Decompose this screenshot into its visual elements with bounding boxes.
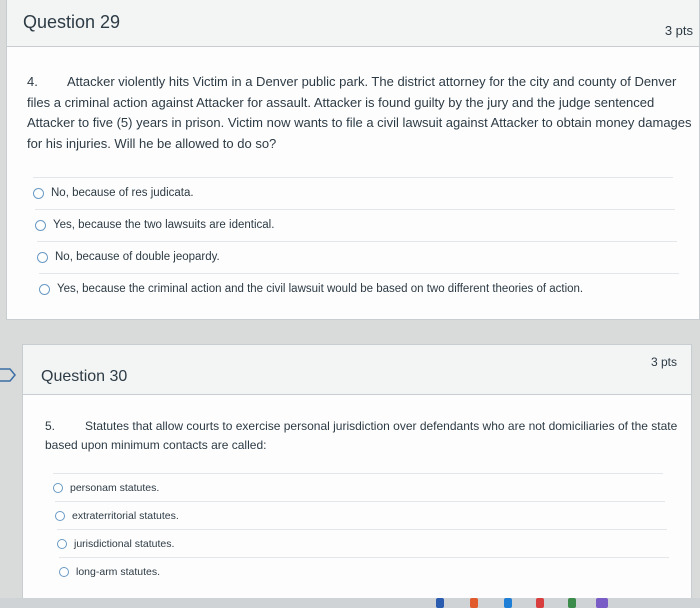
q30-answer-3-label: jurisdictional statutes.: [74, 537, 175, 550]
question-29-header: [7, 0, 699, 47]
q30-radio-1[interactable]: [53, 483, 63, 493]
q30-answer-4[interactable]: [59, 557, 669, 585]
q30-answer-4-label: long-arm statutes.: [76, 565, 161, 578]
q29-answer-2-label: Yes, because the two lawsuits are identical.: [53, 219, 275, 231]
dock-app-icon[interactable]: [536, 598, 544, 608]
q29-answer-3-label: No, because of double jeopardy.: [55, 251, 220, 263]
q29-answer-3[interactable]: [37, 241, 677, 272]
q30-radio-4[interactable]: [59, 567, 69, 577]
question-30-card: [22, 344, 692, 600]
question-29-number: 4.: [27, 74, 38, 89]
dock-strip: [0, 598, 700, 608]
q29-radio-2[interactable]: [35, 220, 46, 231]
q30-radio-3[interactable]: [57, 539, 67, 549]
q29-answer-1[interactable]: [33, 177, 673, 208]
dock-app-icon[interactable]: [568, 598, 576, 608]
question-30-prompt: Statutes that allow courts to exercise personal jurisdiction over defendants who are not domiciliaries of the state based upon minimum contacts are called:: [45, 419, 678, 452]
question-30-header: [23, 345, 691, 395]
q29-answer-4-label: Yes, because the criminal action and the civil lawsuit would be based on two different theories of action.: [57, 283, 584, 295]
question-30-number: 5.: [45, 419, 56, 433]
q30-answer-1-label: personam statutes.: [70, 481, 160, 494]
question-30-text: [45, 417, 685, 455]
question-29-card: [6, 0, 700, 320]
dock-app-icon[interactable]: [470, 598, 478, 608]
q29-answer-1-label: No, because of res judicata.: [51, 187, 194, 199]
question-29-text: [27, 72, 695, 154]
flag-icon[interactable]: [0, 368, 16, 382]
q29-radio-3[interactable]: [37, 252, 48, 263]
q29-radio-4[interactable]: [39, 284, 50, 295]
dock-app-icon[interactable]: [504, 598, 512, 608]
q29-answer-4[interactable]: [39, 273, 679, 304]
question-29-title: Question 29: [23, 12, 121, 32]
dock-app-icon[interactable]: [596, 598, 608, 608]
q30-answer-2-label: extraterritorial statutes.: [72, 509, 179, 522]
q29-answer-2[interactable]: [35, 209, 675, 240]
question-29-prompt: Attacker violently hits Victim in a Denver public park. The district attorney for the city and county of Denver files a criminal action against Attacker for assault. Attacker is found guilty by the jury and the judge sentenced Attacker to five (5) years in prison. Victim now wants to file a civil lawsuit against Attacker to obtain money damages for his injuries. Will he be allowed to do so?: [27, 74, 692, 151]
q30-answer-3[interactable]: [57, 529, 667, 557]
question-29-points: 3 pts: [664, 23, 693, 38]
dock-app-icon[interactable]: [436, 598, 444, 608]
q29-radio-1[interactable]: [33, 188, 44, 199]
q30-answer-1[interactable]: [53, 473, 663, 501]
question-30-title: Question 30: [41, 368, 128, 385]
q30-radio-2[interactable]: [55, 511, 65, 521]
q30-answer-2[interactable]: [55, 501, 665, 529]
question-30-points: 3 pts: [650, 355, 677, 369]
